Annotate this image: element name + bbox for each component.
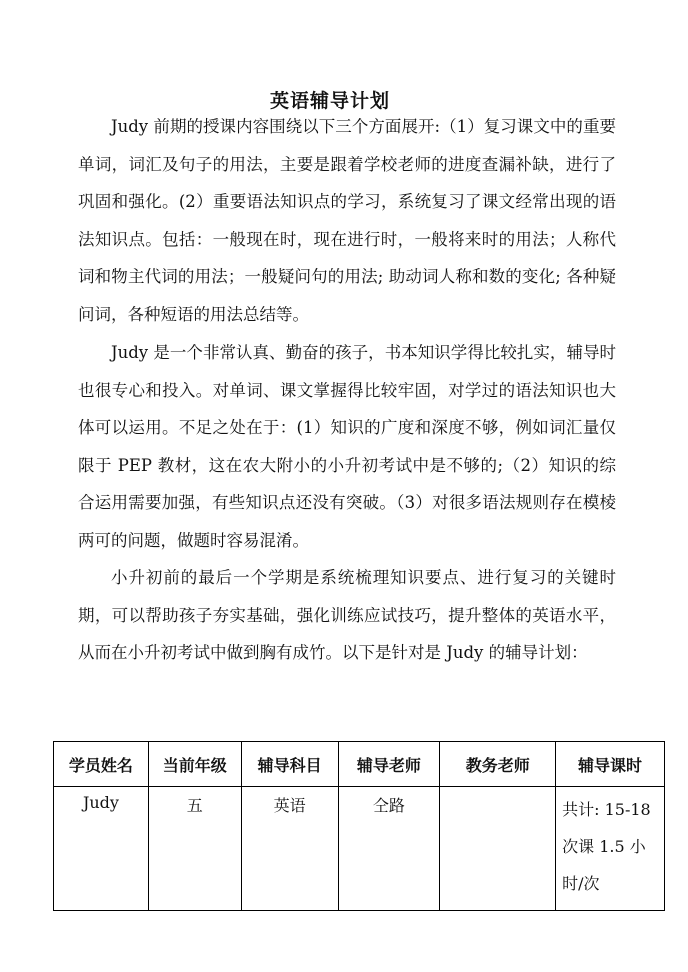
cell-current-grade: 五 [148,787,241,911]
cell-admin-teacher [440,787,556,911]
header-class-hours: 辅导课时 [556,742,665,787]
header-current-grade: 当前年级 [148,742,241,787]
paragraph-1: Judy 前期的授课内容围绕以下三个方面展开:（1）复习课文中的重要单词，词汇及句子的用法，主要是跟着学校老师的进度查漏补缺，进行了巩固和强化。(2）重要语法知识点的学习，系统复习了课文经常出现的语法知识点。包括：一般现在时，现在进行时，一般将来时的用法；人称代词和物主代词的用法；一般疑问句的用法; 助动词人称和数的变化; 各种疑问词，各种短语的用法总结等。 [78,117,616,324]
table-header-row [54,742,665,787]
cell-subject: 英语 [241,787,338,911]
table-row [54,787,665,911]
header-admin-teacher: 教务老师 [440,742,556,787]
document-title: 英语辅导计划 [269,90,390,112]
cell-tutor: 仝路 [338,787,440,911]
paragraph-3: 小升初前的最后一个学期是系统梳理知识要点、进行复习的关键时期，可以帮助孩子夯实基础，强化训练应试技巧，提升整体的英语水平，从而在小升初考试中做到胸有成竹。以下是针对是 Judy 的辅导计划： [78,568,616,662]
header-subject: 辅导科目 [241,742,338,787]
header-tutor: 辅导老师 [338,742,440,787]
tutoring-info-table [53,741,665,911]
paragraph-2: Judy 是一个非常认真、勤奋的孩子，书本知识学得比较扎实，辅导时也很专心和投入。对单词、课文掌握得比较牢固，对学过的语法知识也大体可以运用。不足之处在于：(1）知识的广度和深度不够，例如词汇量仅限于 PEP 教材，这在农大附小的小升初考试中是不够的;（2）知识的综合运用需要加强，有些知识点还没有突破。（3）对很多语法规则存在模棱两可的问题，做题时容易混淆。 [78,343,616,550]
header-student-name: 学员姓名 [54,742,149,787]
cell-class-hours: 共计: 15-18 次课 1.5 小时/次 [556,787,665,911]
cell-student-name: Judy [54,787,149,911]
